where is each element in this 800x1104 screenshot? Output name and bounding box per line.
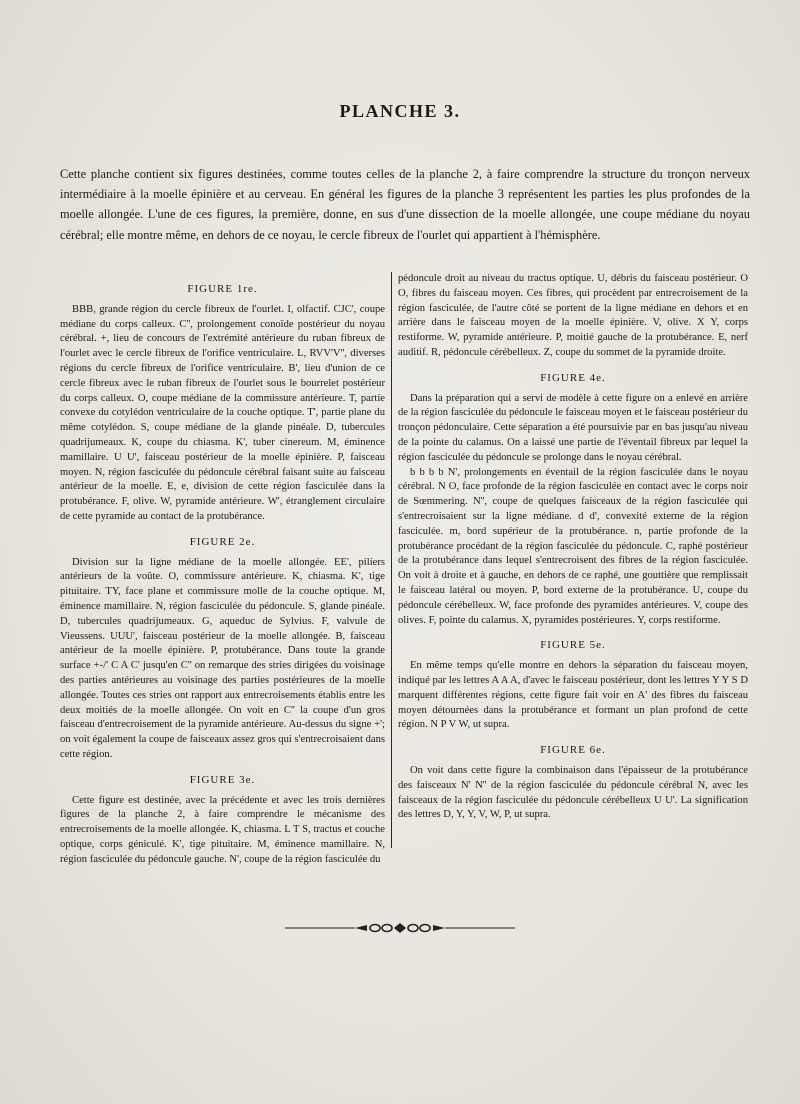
figure-4-heading: FIGURE 4e. — [540, 371, 606, 384]
figure-6-text: On voit dans cette figure la combinaison dans l'épaisseur de la protubérance des faisceaux N' N'' de la région fasciculée du pédoncule cérébral N, avec les faisceaux de la région fasciculée du pédoncule cérébelleux U U'. La signification des lettres D, Y, Y, V, W, P, ut supra. — [398, 764, 748, 821]
intro-text: Cette planche contient six figures destinées, comme toutes celles de la planche 2, à faire comprendre la structure du tronçon nerveux intermédiaire à la moelle épinière et au cerveau. En général les figures de la planche 3 représentent les parties les plus profondes de la moelle allongée. L'une de ces figures, la première, donne, en sus d'une dissection de la moelle allongée, une coupe médiane du noyau cérébral; elle montre même, en dehors de ce noyau, le cercle fibreux de l'ourlet qui appartient à l'hémisphère. — [60, 167, 750, 242]
decorative-rule-ornament — [285, 921, 515, 935]
right-column — [398, 272, 748, 823]
figure-6-heading: FIGURE 6e. — [540, 744, 606, 757]
figure-2-heading: FIGURE 2e. — [189, 535, 256, 548]
figure-2-text: Division sur la ligne médiane de la moelle allongée. EE', piliers antérieurs de la voûte. O, commissure antérieure. K, chiasma. K', tige pituitaire. TY, face plane et commissure molle de la couche optique. M, éminence mamillaire. N, région fasciculée du pédoncule. S, glande pinéale. D, tubercules quadrijumeaux. G, aqueduc de Sylvius. F, valvule de Vieussens. UUU', faisceau postérieur de la moelle allongée. B, faisceau antérieur de la moelle épinière. P, protubérance. Dans toute la grande surface +-/' C A C' jusqu'en C'' on remarque des stries dirigées du voisinage des parties antérieures au voisinage des parties postérieures de la moelle allongée. Toutes ces stries ont rapport aux entrecroisements établis entre les deux moitiés de la moelle allongée. On voit en C'' la coupe d'un gros faisceau d'entrecroisement de la pyramide antérieure. Au-dessus du signe +'; on voit également la coupe de faisceaux assez gros qui s'entrecroisaient dans cette région. — [60, 556, 385, 760]
figure-5-text: En même temps qu'elle montre en dehors la séparation du faisceau moyen, indiqué par les lettres A A A, d'avec le faisceau postérieur, dont les lettres Y Y S D marquent différentes régions, cette figure fait voir en A' des fibres du faisceau moyen détournées dans la protubérance et formant un plan profond de cette région. N P V W, ut supra. — [398, 660, 748, 731]
intro-paragraph — [60, 164, 750, 245]
figure-1-heading: FIGURE 1re. — [187, 283, 258, 295]
figure-4-text-1: Dans la préparation qui a servi de modèle à cette figure on a enlevé en arrière de la région fasciculée du pédoncule le faisceau moyen et le faisceau postérieur du tronçon pédonculaire. Cette séparation a été poursuivie par en bas jusqu'au niveau de la pointe du calamus. On a laissé une partie de l'éventail fibreux par lequel la région fasciculée du pédoncule se prolonge dans le noyau cérébral. — [398, 392, 748, 463]
figure-3-heading: FIGURE 3e. — [189, 773, 256, 786]
figure-1-text: BBB, grande région du cercle fibreux de l'ourlet. I, olfactif. CJC', coupe médiane du corps calleux. C'', prolongement conoïde postérieur du noyau cérébral. +, lieu de concours de l'extrémité antérieure du ruban fibreux de l'ourlet avec le cercle fibreux de l'orifice ventriculaire. L, RVV'V'', diverses régions du cercle fibreux de l'orifice ventriculaire. B', lieu d'union de ce cercle fibreux avec le ruban fibreux de l'ourlet sous le bourrelet postérieur du corps calleux. O, coupe médiane de la commissure antérieure. T, partie convexe du cotylédon ventriculaire de la couche optique. T', partie plane du même cotylédon. S, coupe médiane de la glande pinéale. D, tubercules quadrijumeaux. K, coupe du chiasma. K', tuber cinereum. M, éminence mamillaire. U U', faisceau postérieur de la moelle épinière. P, faisceau moyen. N, région fasciculée du pédoncule cérébral faisant suite au faisceau antérieur de la moelle. E, e, division de cette région fasciculée dans la protubérance. F, olive. W, pyramide antérieure. W', étranglement circulaire de cette pyramide au contact de la protubérance. — [60, 303, 385, 522]
left-column — [60, 272, 385, 867]
figure-5-heading: FIGURE 5e. — [540, 639, 606, 652]
figure-3-text-continued: pédoncule droit au niveau du tractus optique. U, débris du faisceau postérieur. O O, fibres du faisceau moyen. Ces fibres, qui procèdent par entrecroisement de la région fasciculée, de l'autre côté se portent de la ligne médiane en dehors et en arrière dans le faisceau moyen de la moelle épinière. V, olive. X Y, corps restiforme. W, pyramide antérieure. P, moitié gauche de la protubérance. E, nerf auditif. R, pédoncule cérébelleux. Z, coupe du sommet de la pyramide droite. — [398, 273, 748, 358]
plate-title: PLANCHE 3. — [339, 101, 461, 121]
column-divider — [391, 272, 392, 848]
figure-4-text-2: b b b b N', prolongements en éventail de la région fasciculée dans le noyau cérébral. N O, face profonde de la région fasciculée en contact avec le corps noir de Sœmmering. N'', coupe de quelques faisceaux de la région fasciculée qui s'entrecroisaient sur la ligne médiane. d d', convexité externe de la région fasciculée. m, bord supérieur de la protubérance. n, partie profonde de la protubérance procédant de la région fasciculée du pédoncule. C, raphé postérieur de la protubérance dans lequel s'entrecroisent des fibres de la région fasciculée. On voit à droite et à gauche, en dehors de ce raphé, une gouttière que remplissait le faisceau latéral ou moyen. P, bord externe de la protubérance. U, coupe du pédoncule cérébelleux. W, face profonde des pyramides antérieures. V, coupe des olives. F, pointe du calamus. X, pyramides postérieures. Y, corps restiforme. — [398, 466, 748, 626]
figure-3-text: Cette figure est destinée, avec la précédente et avec les trois dernières figures de la planche 2, à faire comprendre le mécanisme des entrecroisements de la moelle allongée. K, chiasma. L T S, tractus et couche optique, corps géniculé. K', tige pituitaire. M, éminence mamillaire. N, région fasciculée du pédoncule gauche. N', coupe de la région fasciculée du — [60, 794, 385, 865]
